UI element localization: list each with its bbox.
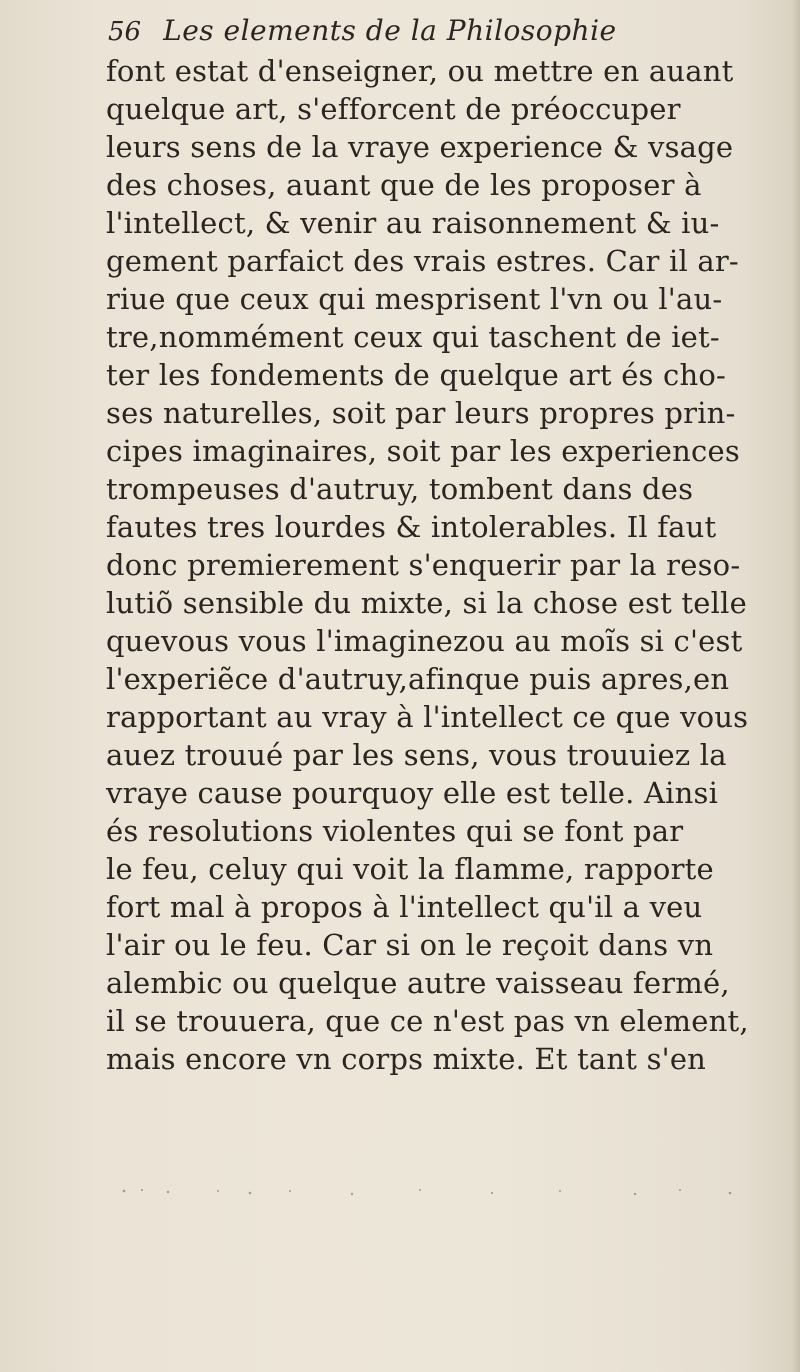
text-line: alembic ou quelque autre vaisseau fermé,: [106, 966, 730, 1000]
ink-bleed-specks: [120, 1185, 760, 1225]
text-line: trompeuses d'autruy, tombent dans des: [106, 472, 694, 506]
text-line: mais encore vn corps mixte. Et tant s'en: [106, 1042, 707, 1076]
text-line: ter les fondements de quelque art és cho-: [106, 358, 727, 392]
body-text: [106, 52, 782, 1078]
text-line: des choses, auant que de les proposer à: [106, 168, 702, 202]
text-line: vraye cause pourquoy elle est telle. Ainsi: [106, 776, 719, 810]
text-line: tre,nommément ceux qui taschent de iet-: [106, 320, 720, 354]
page-edge-shadow: [792, 0, 800, 1372]
text-line: fautes tres lourdes & intolerables. Il faut: [106, 510, 717, 544]
text-line: rapportant au vray à l'intellect ce que vous: [106, 700, 749, 734]
text-line: lutiõ sensible du mixte, si la chose est telle: [106, 586, 747, 620]
text-line: donc premierement s'enquerir par la reso-: [106, 548, 741, 582]
text-line: fort mal à propos à l'intellect qu'il a veu: [106, 890, 703, 924]
page-header: [108, 14, 617, 54]
text-line: l'air ou le feu. Car si on le reçoit dans vn: [106, 928, 714, 962]
text-line: leurs sens de la vraye experience & vsage: [106, 130, 734, 164]
text-line: cipes imaginaires, soit par les experiences: [106, 434, 740, 468]
text-line: quevous vous l'imaginezou au moĩs si c'est: [106, 624, 743, 658]
text-line: riue que ceux qui mesprisent l'vn ou l'au-: [106, 282, 723, 316]
text-line: l'intellect, & venir au raisonnement & iu-: [106, 206, 720, 240]
text-line: ses naturelles, soit par leurs propres prin-: [106, 396, 736, 430]
page-number: 56: [108, 17, 142, 47]
text-line: és resolutions violentes qui se font par: [106, 814, 684, 848]
text-line: l'experiẽce d'autruy,afinque puis apres,en: [106, 662, 730, 696]
text-line: quelque art, s'efforcent de préoccuper: [106, 92, 681, 126]
text-line: le feu, celuy qui voit la flamme, rapporte: [106, 852, 714, 886]
text-line: auez trouué par les sens, vous trouuiez la: [106, 738, 727, 772]
text-line: il se trouuera, que ce n'est pas vn element,: [106, 1004, 749, 1038]
text-line: font estat d'enseigner, ou mettre en auant: [106, 54, 734, 88]
running-title: Les elements de la Philosophie: [163, 14, 617, 47]
text-line: gement parfaict des vrais estres. Car il ar-: [106, 244, 739, 278]
